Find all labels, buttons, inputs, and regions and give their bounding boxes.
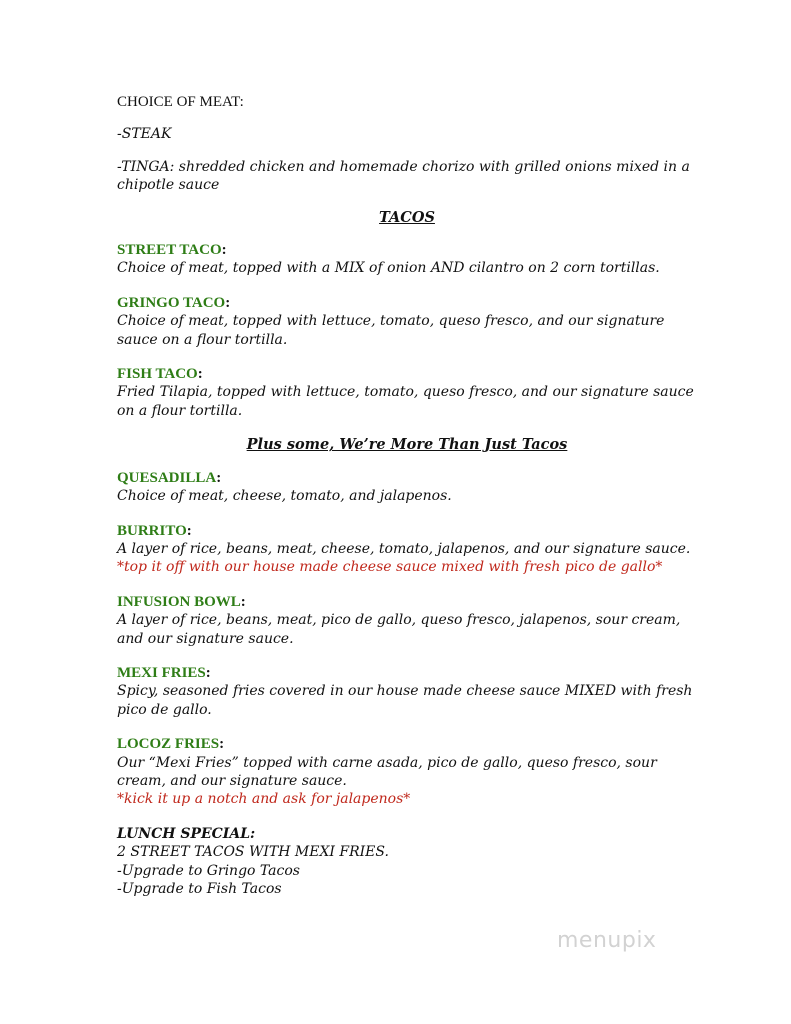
menu-page [117, 93, 697, 898]
item-name: GRINGO TACO [117, 294, 226, 311]
menu-item-locoz-fries: LOCOZ FRIES: Our “Mexi Fries” topped with carne asada, pico de gallo, queso fresco, sour cream, and our signature sauce. *kick it up a notch and ask for jalapenos* [117, 735, 697, 809]
item-desc: A layer of rice, beans, meat, pico de gallo, queso fresco, jalapenos, sour cream, and our signature sauce. [117, 612, 681, 647]
item-desc: Choice of meat, topped with a MIX of onion AND cilantro on 2 corn tortillas. [117, 260, 660, 277]
item-desc: A layer of rice, beans, meat, cheese, tomato, jalapenos, and our signature sauce. [117, 540, 691, 557]
lunch-special [117, 825, 697, 899]
meat-title: CHOICE OF MEAT: [117, 94, 244, 110]
item-name: BURRITO [117, 522, 187, 539]
menu-item-burrito: BURRITO: A layer of rice, beans, meat, cheese, tomato, jalapenos, and our signature sauce. *top it off with our house made cheese sauce mixed with fresh pico de gallo* [117, 522, 697, 577]
item-name: LOCOZ FRIES [117, 736, 220, 753]
menu-item-fish-taco: FISH TACO: Fried Tilapia, topped with lettuce, tomato, queso fresco, and our signature sauce on a flour tortilla. [117, 365, 697, 420]
menu-item-street-taco: STREET TACO: Choice of meat, topped with a MIX of onion AND cilantro on 2 corn tortillas. [117, 241, 697, 278]
item-desc: Choice of meat, topped with lettuce, tomato, queso fresco, and our signature sauce on a flour tortilla. [117, 313, 665, 348]
lunch-title: LUNCH SPECIAL: [117, 825, 256, 842]
item-name: QUESADILLA [117, 469, 217, 486]
item-desc: Fried Tilapia, topped with lettuce, tomato, queso fresco, and our signature sauce on a flour tortilla. [117, 384, 694, 419]
lunch-upgrade-gringo: -Upgrade to Gringo Tacos [117, 862, 300, 879]
menu-item-mexi-fries: MEXI FRIES: Spicy, seasoned fries covered in our house made cheese sauce MIXED with fresh pico de gallo. [117, 664, 697, 719]
meat-option-steak: -STEAK [117, 126, 172, 143]
menu-item-quesadilla: QUESADILLA: Choice of meat, cheese, tomato, and jalapenos. [117, 469, 697, 506]
tacos-heading: TACOS [379, 208, 435, 226]
lunch-line: 2 STREET TACOS WITH MEXI FRIES. [117, 844, 389, 861]
lunch-upgrade-fish: -Upgrade to Fish Tacos [117, 881, 282, 897]
item-name: STREET TACO [117, 242, 222, 259]
menupix-watermark: menupix [557, 928, 657, 953]
item-name: MEXI FRIES [117, 664, 206, 681]
more-heading: Plus some, We’re More Than Just Tacos [246, 436, 568, 454]
item-name: FISH TACO [117, 366, 198, 383]
item-desc: Spicy, seasoned fries covered in our house made cheese sauce MIXED with fresh pico de gallo. [117, 683, 693, 718]
item-desc: Our “Mexi Fries” topped with carne asada, pico de gallo, queso fresco, sour cream, and our signature sauce. [117, 754, 657, 789]
meat-option-tinga: -TINGA: shredded chicken and homemade chorizo with grilled onions mixed in a chipotle sauce [117, 158, 690, 194]
menu-item-infusion-bowl: INFUSION BOWL: A layer of rice, beans, meat, pico de gallo, queso fresco, jalapenos, sour cream, and our signature sauce. [117, 593, 697, 648]
item-note: *top it off with our house made cheese sauce mixed with fresh pico de gallo* [117, 559, 663, 576]
item-name: INFUSION BOWL [117, 593, 241, 610]
menu-item-gringo-taco: GRINGO TACO: Choice of meat, topped with lettuce, tomato, queso fresco, and our signature sauce on a flour tortilla. [117, 294, 697, 349]
item-desc: Choice of meat, cheese, tomato, and jalapenos. [117, 488, 452, 505]
item-note: *kick it up a notch and ask for jalapenos* [117, 791, 411, 808]
